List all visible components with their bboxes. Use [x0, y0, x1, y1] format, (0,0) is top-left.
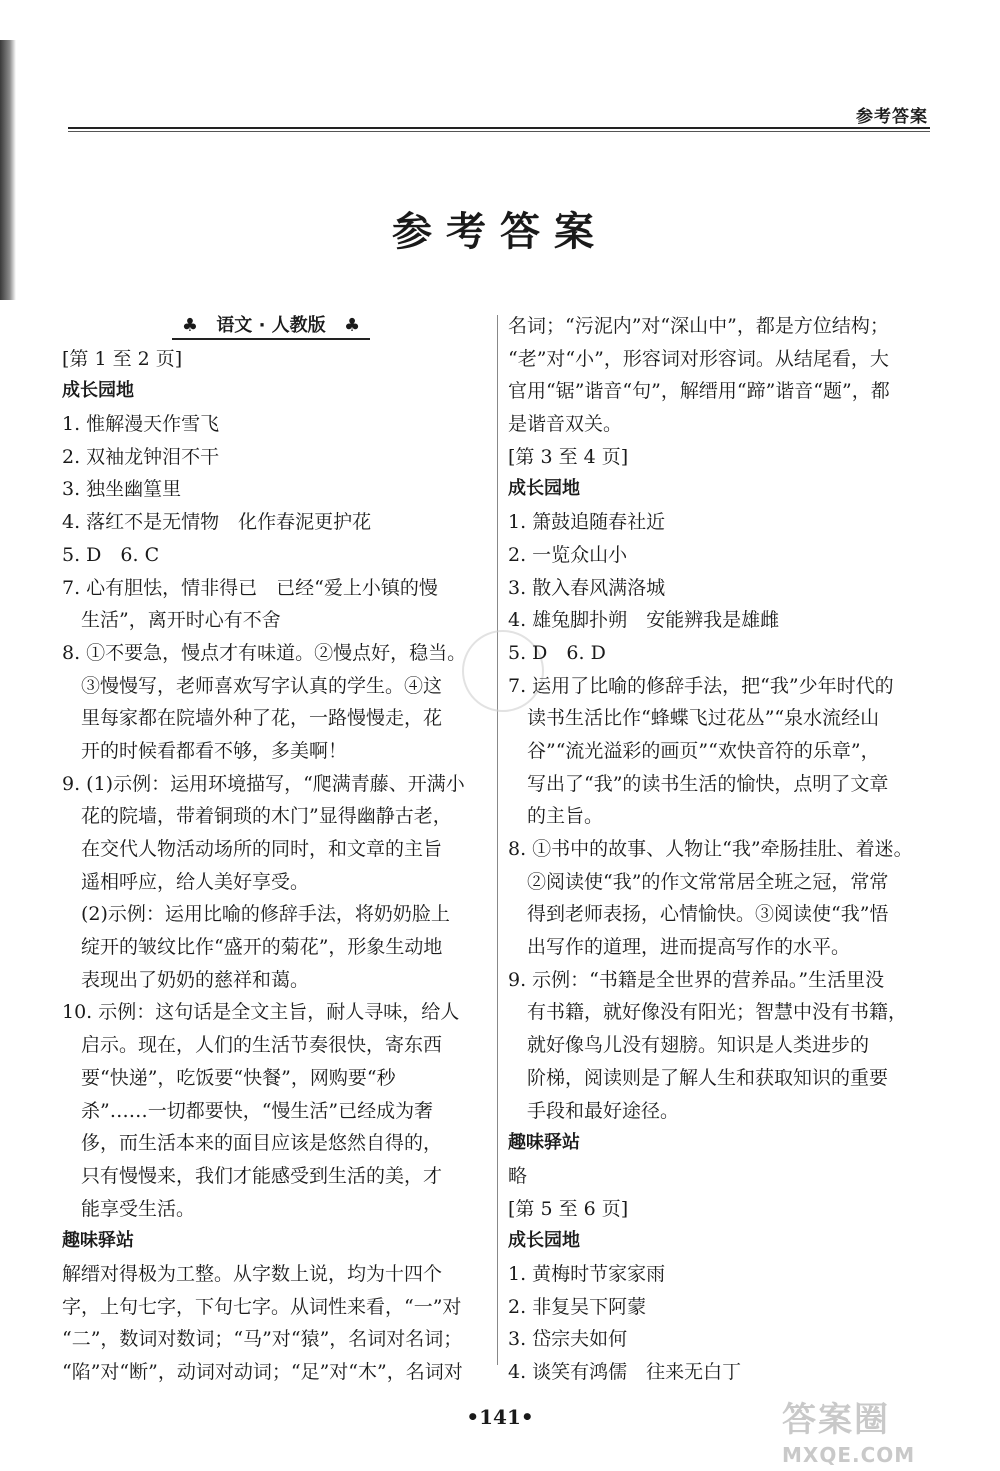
- left-column-lines: [62, 343, 480, 1389]
- answer-line: 3. 散入春风满洛城: [508, 576, 666, 599]
- answer-line: 4. 雄兔脚扑朔 安能辨我是雄雌: [508, 609, 780, 632]
- answer-line: 2. 非复吴下阿蒙: [508, 1295, 647, 1318]
- answer-line: 有书籍，就好像没有阳光；智慧中没有书籍，: [527, 1001, 908, 1024]
- answer-line: 启示。现在，人们的生活节奏很快，寄东西: [81, 1034, 443, 1057]
- section-heading: 成长园地: [62, 380, 134, 402]
- answer-line: 杀”……一切都要快，“慢生活”已经成为奢: [81, 1099, 434, 1122]
- answer-line: 8. ①不要急，慢点才有味道。②慢点好，稳当。: [62, 641, 467, 664]
- answer-line: “陷”对“断”，动词对动词；“足”对“木”，名词对: [62, 1361, 463, 1383]
- answer-line: 是谐音双关。: [508, 413, 623, 436]
- answer-line: 只有慢慢来，我们才能感受到生活的美，才: [81, 1164, 443, 1187]
- page-number: •141•: [466, 1405, 534, 1429]
- answer-line: 的主旨。: [527, 805, 604, 828]
- answer-line: 花的院墙，带着铜琐的木门”显得幽静古老，: [81, 805, 452, 828]
- answer-line: 要“快递”，吃饭要“快餐”，网购要“秒: [81, 1066, 396, 1089]
- answer-line: 开的时候看都看不够，多美啊！: [81, 739, 348, 762]
- page-range-label: [第 1 至 2 页]: [62, 347, 183, 370]
- answer-line: 7. 心有胆怯，情非得已 已经“爱上小镇的慢: [62, 576, 438, 599]
- answer-line: 1. 惟解漫天作雪飞: [62, 413, 220, 436]
- answer-line: 在交代人物活动场所的同时，和文章的主旨: [81, 838, 443, 860]
- answer-line: 官用“锯”谐音“句”，解缙用“蹄”谐音“题”，都: [508, 380, 890, 403]
- watermark-text: 答案圈: [782, 1400, 890, 1440]
- answer-line: 5. D 6. C: [62, 543, 160, 566]
- answer-line: 写出了“我”的读书生活的愉快，点明了文章: [527, 772, 889, 795]
- club-icon: ♣: [181, 315, 199, 336]
- header-rule-thin: [68, 131, 930, 132]
- answer-line: 1. 黄梅时节家家雨: [508, 1262, 666, 1285]
- answer-line: 5. D 6. D: [508, 641, 606, 664]
- answer-line: 略: [508, 1164, 528, 1187]
- answer-line: 手段和最好途径。: [527, 1099, 680, 1122]
- section-heading: 成长园地: [508, 478, 580, 500]
- answer-line: 侈，而生活本来的面目应该是悠然自得的，: [81, 1132, 443, 1155]
- answer-line: 3. 独坐幽篁里: [62, 478, 182, 501]
- page-range-label: [第 5 至 6 页]: [508, 1197, 629, 1220]
- running-header: 参考答案: [856, 107, 928, 127]
- club-icon: ♣: [343, 315, 361, 336]
- answer-line: 7. 运用了比喻的修辞手法，把“我”少年时代的: [508, 674, 894, 697]
- answer-line: 1. 箫鼓追随春社近: [508, 511, 666, 534]
- answer-line: 生活”，离开时心有不舍: [81, 609, 281, 632]
- answer-line: 读书生活比作“蜂蝶飞过花丛”“泉水流经山: [527, 707, 880, 730]
- section-heading: 趣味驿站: [508, 1132, 580, 1154]
- answer-line: (2)示例：运用比喻的修辞手法，将奶奶脸上: [81, 903, 450, 926]
- answer-line: 出写作的道理，进而提高写作的水平。: [527, 936, 851, 959]
- answer-line: ②阅读使“我”的作文常常居全班之冠，常常: [527, 870, 889, 893]
- answer-line: 4. 谈笑有鸿儒 往来无白丁: [508, 1361, 742, 1383]
- header-rule: [68, 127, 930, 129]
- section-title-text: 语文 · 人教版: [216, 315, 326, 336]
- answer-line: 9. 示例：“书籍是全世界的营养品。”生活里没: [508, 968, 885, 991]
- answer-line: 名词；“污泥内”对“深山中”，都是方位结构；: [508, 315, 889, 337]
- left-column: [62, 310, 480, 1389]
- answer-line: 8. ①书中的故事、人物让“我”牵肠挂肚、着迷。: [508, 838, 913, 860]
- answer-line: “老”对“小”，形容词对形容词。从结尾看，大: [508, 347, 889, 370]
- answer-line: 谷”“流光溢彩的画页”“欢快音符的乐章”，: [527, 739, 880, 762]
- section-heading: 趣味驿站: [62, 1230, 134, 1252]
- answer-line: 表现出了奶奶的慈祥和蔼。: [81, 968, 310, 991]
- answer-line: 遥相呼应，给人美好享受。: [81, 870, 310, 893]
- answer-line: 字，上句七字，下句七字。从词性来看，“一”对: [62, 1295, 462, 1318]
- answer-line: 阶梯，阅读则是了解人生和获取知识的重要: [527, 1066, 889, 1089]
- answer-line: 4. 落红不是无情物 化作春泥更护花: [62, 511, 372, 534]
- column-divider: [497, 315, 498, 1365]
- binding-edge: [0, 40, 16, 300]
- answer-line: 能享受生活。: [81, 1197, 196, 1220]
- section-heading: 成长园地: [508, 1230, 580, 1252]
- answer-line: 解缙对得极为工整。从字数上说，均为十四个: [62, 1262, 443, 1285]
- right-column: [508, 310, 933, 1389]
- right-column-lines: [508, 310, 933, 1389]
- answer-line: 3. 岱宗夫如何: [508, 1328, 628, 1351]
- answer-line: 2. 双袖龙钟泪不干: [62, 445, 220, 468]
- watermark-url: MXQE.COM: [782, 1443, 916, 1467]
- answer-line: 绽开的皱纹比作“盛开的菊花”，形象生动地: [81, 936, 443, 959]
- answer-line: ③慢慢写，老师喜欢写字认真的学生。④这: [81, 674, 443, 697]
- page-title: 参考答案: [392, 209, 608, 255]
- answer-line: “二”，数词对数词；“马”对“猿”，名词对名词；: [62, 1328, 463, 1351]
- answer-line: 9. (1)示例：运用环境描写，“爬满青藤、开满小: [62, 772, 465, 795]
- answer-line: 10. 示例：这句话是全文主旨，耐人寻味，给人: [62, 1001, 460, 1024]
- watermark-logo: [782, 1392, 972, 1467]
- answer-line: 就好像鸟儿没有翅膀。知识是人类进步的: [527, 1034, 870, 1057]
- section-title: [62, 310, 480, 343]
- answer-line: 2. 一览众山小: [508, 543, 628, 566]
- answer-line: 得到老师表扬，心情愉快。③阅读使“我”悟: [527, 903, 889, 926]
- page-range-label: [第 3 至 4 页]: [508, 445, 629, 468]
- answer-line: 里每家都在院墙外种了花，一路慢慢走，花: [81, 707, 443, 730]
